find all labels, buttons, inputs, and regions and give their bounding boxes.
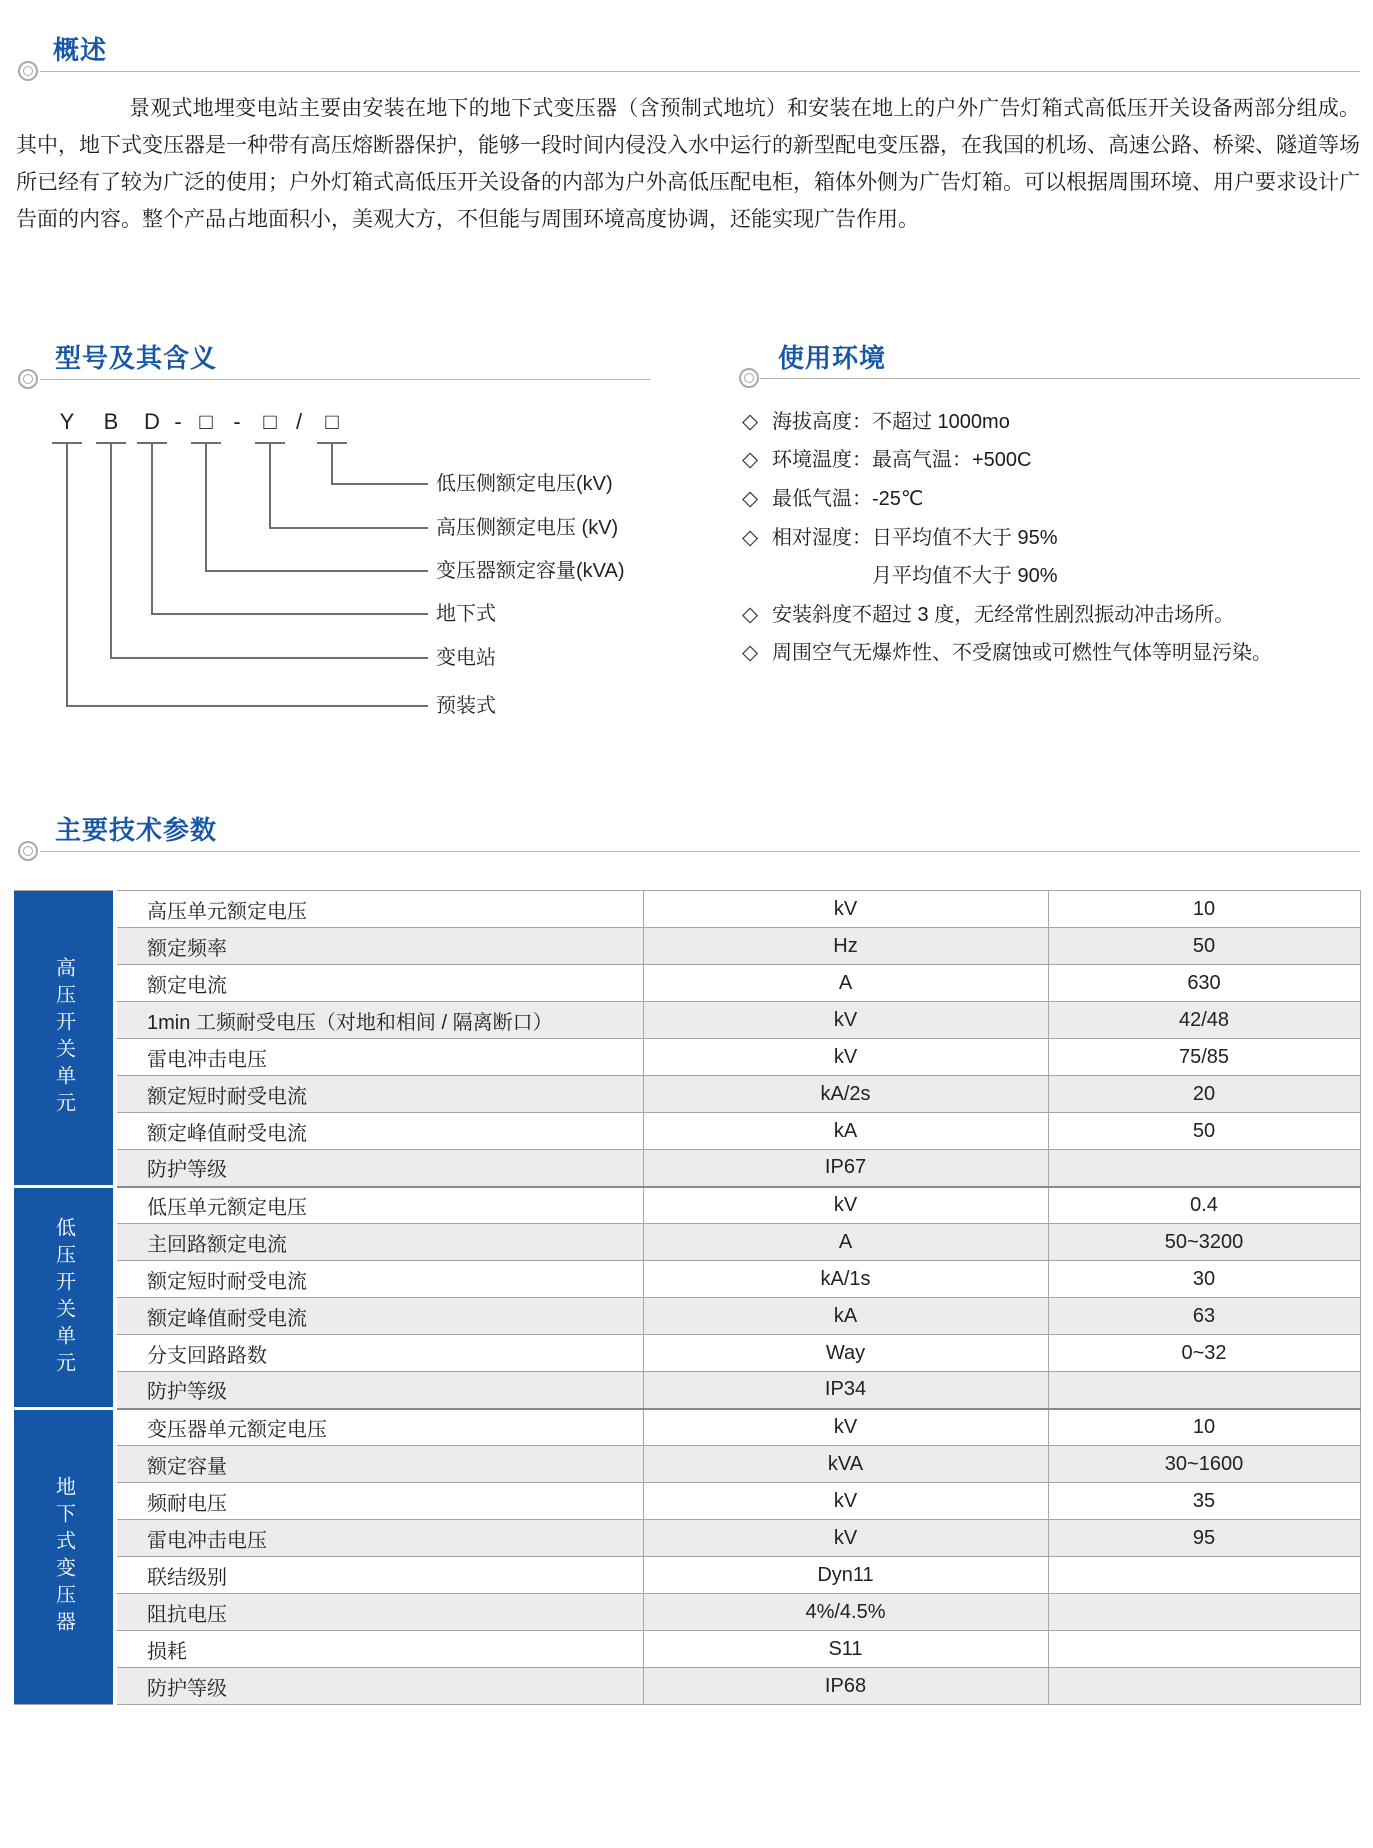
model-label-prefabricated: 预装式 (436, 695, 496, 717)
param-value-cell: 20 (1048, 1076, 1360, 1113)
param-name-cell: 防护等级 (115, 1150, 643, 1187)
param-value-cell: 63 (1048, 1298, 1360, 1335)
model-code-char: □ (199, 409, 213, 434)
param-unit-cell: A (643, 965, 1048, 1002)
table-row (14, 1409, 1360, 1446)
param-name-cell: 高压单元额定电压 (115, 891, 643, 928)
env-item-text: 相对湿度：日平均值不大于 95% (772, 527, 1058, 549)
diagram-leader (205, 570, 428, 572)
param-name-cell: 额定容量 (115, 1446, 643, 1483)
overview-title: 概述 (53, 35, 108, 65)
param-unit-cell: 4%/4.5% (643, 1594, 1048, 1631)
param-value-cell (1048, 1668, 1360, 1705)
model-code-char: □ (325, 409, 339, 434)
param-unit-cell: kA/1s (643, 1261, 1048, 1298)
diamond-bullet-icon: ◇ (742, 487, 759, 510)
table-row (14, 1076, 1360, 1113)
param-value-cell: 0.4 (1048, 1187, 1360, 1224)
env-item-text: 安装斜度不超过 3 度，无经常性剧烈振动冲击场所。 (772, 604, 1235, 626)
table-row (14, 1520, 1360, 1557)
table-row (14, 965, 1360, 1002)
param-value-cell: 50~3200 (1048, 1224, 1360, 1261)
env-item-slope (742, 600, 1234, 630)
table-row (14, 928, 1360, 965)
param-unit-cell: kA (643, 1113, 1048, 1150)
param-name-cell: 损耗 (115, 1631, 643, 1668)
env-item-altitude (742, 407, 1010, 437)
env-item-humidity-cont (742, 561, 1058, 591)
table-row (14, 891, 1360, 928)
param-value-cell: 50 (1048, 1113, 1360, 1150)
param-value-cell (1048, 1150, 1360, 1187)
table-row (14, 1039, 1360, 1076)
table-row (14, 1446, 1360, 1483)
diagram-leader (269, 444, 271, 529)
model-code-char: □ (263, 409, 277, 434)
table-row (14, 1187, 1360, 1224)
table-row (14, 1631, 1360, 1668)
param-unit-cell: Hz (643, 928, 1048, 965)
param-unit-cell: kV (643, 891, 1048, 928)
param-name-cell: 变压器单元额定电压 (115, 1409, 643, 1446)
param-value-cell: 10 (1048, 1409, 1360, 1446)
diagram-leader (66, 444, 68, 707)
param-unit-cell: IP68 (643, 1668, 1048, 1705)
param-unit-cell: IP67 (643, 1150, 1048, 1187)
diagram-leader (66, 705, 428, 707)
env-item-air (742, 638, 1272, 668)
section-marker-icon (18, 369, 38, 389)
param-name-cell: 主回路额定电流 (115, 1224, 643, 1261)
category-label: 高压开关单元 (52, 957, 75, 1119)
env-item-text: 月平均值不大于 90% (872, 565, 1058, 587)
param-name-cell: 雷电冲击电压 (115, 1520, 643, 1557)
param-name-cell: 防护等级 (115, 1372, 643, 1409)
param-value-cell (1048, 1557, 1360, 1594)
param-value-cell (1048, 1594, 1360, 1631)
param-value-cell: 35 (1048, 1483, 1360, 1520)
param-unit-cell: kA/2s (643, 1076, 1048, 1113)
param-name-cell: 1min 工频耐受电压（对地和相间 / 隔离断口） (115, 1002, 643, 1039)
environment-title: 使用环境 (778, 343, 887, 373)
model-label-hv-voltage: 高压侧额定电压 (kV) (436, 517, 619, 539)
env-item-humidity (742, 523, 1058, 553)
param-unit-cell: kV (643, 1002, 1048, 1039)
model-label-lv-voltage: 低压侧额定电压(kV) (436, 473, 613, 495)
param-unit-cell: Dyn11 (643, 1557, 1048, 1594)
param-name-cell: 分支回路路数 (115, 1335, 643, 1372)
model-label-capacity: 变压器额定容量(kVA) (436, 560, 625, 582)
section-rule (760, 378, 1360, 379)
table-row (14, 1002, 1360, 1039)
env-item-text: 周围空气无爆炸性、不受腐蚀或可燃性气体等明显污染。 (772, 642, 1272, 664)
env-item-text: 环境温度：最高气温：+500C (772, 449, 1032, 471)
category-cell-lv-switch (14, 1187, 115, 1409)
diagram-leader (205, 444, 207, 572)
diagram-leader (269, 527, 428, 529)
env-item-min-temp (742, 484, 923, 514)
model-label-substation: 变电站 (436, 647, 496, 669)
model-code-char: B (103, 409, 119, 434)
diagram-leader (110, 444, 112, 659)
param-name-cell: 额定峰值耐受电流 (115, 1298, 643, 1335)
diagram-leader (151, 613, 428, 615)
param-value-cell: 50 (1048, 928, 1360, 965)
model-code-char: - (174, 409, 182, 434)
category-label: 地下式变压器 (52, 1476, 75, 1638)
param-value-cell: 0~32 (1048, 1335, 1360, 1372)
section-rule (40, 851, 1360, 852)
param-value-cell: 10 (1048, 891, 1360, 928)
overview-paragraph: 景观式地埋变电站主要由安装在地下的地下式变压器（含预制式地坑）和安装在地上的户外广告灯箱式高低压开关设备两部分组成。其中，地下式变压器是一种带有高压熔断器保护，能够一段时间内侵没入水中运行的新型配电变压器，在我国的机场、高速公路、桥梁、隧道等场所已经有了较为广泛的使用；户外灯箱式高低压开关设备的内部为户外高低压配电柜，箱体外侧为广告灯箱。可以根据周围环境、用户要求设计广告面的内容。整个产品占地面积小，美观大方，不但能与周围环境高度协调，还能实现广告作用。 (16, 97, 1360, 231)
param-unit-cell: Way (643, 1335, 1048, 1372)
param-unit-cell: kVA (643, 1446, 1048, 1483)
env-item-text: 海拔高度：不超过 1000mo (772, 411, 1010, 433)
param-name-cell: 额定短时耐受电流 (115, 1261, 643, 1298)
param-unit-cell: kA (643, 1298, 1048, 1335)
model-title: 型号及其含义 (55, 343, 218, 373)
param-value-cell: 75/85 (1048, 1039, 1360, 1076)
param-value-cell (1048, 1631, 1360, 1668)
table-row (14, 1557, 1360, 1594)
table-row (14, 1261, 1360, 1298)
diagram-leader (331, 483, 428, 485)
param-unit-cell: IP34 (643, 1372, 1048, 1409)
param-unit-cell: kV (643, 1039, 1048, 1076)
env-item-temperature (742, 445, 1032, 475)
param-name-cell: 额定频率 (115, 928, 643, 965)
model-code-char: / (295, 409, 303, 434)
model-code-char: Y (59, 409, 75, 434)
section-marker-icon (739, 368, 759, 388)
diagram-leader (110, 657, 428, 659)
param-value-cell: 95 (1048, 1520, 1360, 1557)
diamond-bullet-icon: ◇ (742, 641, 759, 664)
table-row (14, 1372, 1360, 1409)
param-value-cell: 630 (1048, 965, 1360, 1002)
param-name-cell: 低压单元额定电压 (115, 1187, 643, 1224)
param-value-cell (1048, 1372, 1360, 1409)
diamond-bullet-icon: ◇ (742, 410, 759, 433)
parameters-table (14, 890, 1361, 1705)
param-unit-cell: kV (643, 1520, 1048, 1557)
param-unit-cell: kV (643, 1187, 1048, 1224)
param-name-cell: 额定峰值耐受电流 (115, 1113, 643, 1150)
section-marker-icon (18, 841, 38, 861)
table-row (14, 1113, 1360, 1150)
diagram-leader (151, 444, 153, 615)
param-name-cell: 雷电冲击电压 (115, 1039, 643, 1076)
param-name-cell: 额定短时耐受电流 (115, 1076, 643, 1113)
diamond-bullet-icon: ◇ (742, 526, 759, 549)
param-name-cell: 联结级别 (115, 1557, 643, 1594)
table-row (14, 1150, 1360, 1187)
param-value-cell: 30~1600 (1048, 1446, 1360, 1483)
param-value-cell: 42/48 (1048, 1002, 1360, 1039)
param-unit-cell: kV (643, 1483, 1048, 1520)
env-item-text: 最低气温：-25℃ (772, 488, 924, 510)
param-value-cell: 30 (1048, 1261, 1360, 1298)
diamond-bullet-icon: ◇ (742, 448, 759, 471)
param-name-cell: 频耐电压 (115, 1483, 643, 1520)
category-label: 低压开关单元 (52, 1216, 75, 1379)
table-row (14, 1224, 1360, 1261)
model-label-underground: 地下式 (436, 603, 496, 625)
parameters-title: 主要技术参数 (55, 815, 218, 845)
param-name-cell: 阻抗电压 (115, 1594, 643, 1631)
category-cell-underground-transformer (14, 1409, 115, 1705)
table-row (14, 1668, 1360, 1705)
section-rule (40, 379, 650, 380)
section-marker-icon (18, 61, 38, 81)
diamond-bullet-icon: ◇ (742, 603, 759, 626)
section-rule (40, 71, 1360, 72)
table-row (14, 1298, 1360, 1335)
param-unit-cell: kV (643, 1409, 1048, 1446)
model-code-char: - (233, 409, 241, 434)
param-unit-cell: S11 (643, 1631, 1048, 1668)
model-code-char: D (144, 409, 160, 434)
table-row (14, 1594, 1360, 1631)
table-row (14, 1335, 1360, 1372)
param-name-cell: 防护等级 (115, 1668, 643, 1705)
table-row (14, 1483, 1360, 1520)
param-name-cell: 额定电流 (115, 965, 643, 1002)
diagram-leader (331, 444, 333, 485)
category-cell-hv-switch (14, 891, 115, 1187)
param-unit-cell: A (643, 1224, 1048, 1261)
